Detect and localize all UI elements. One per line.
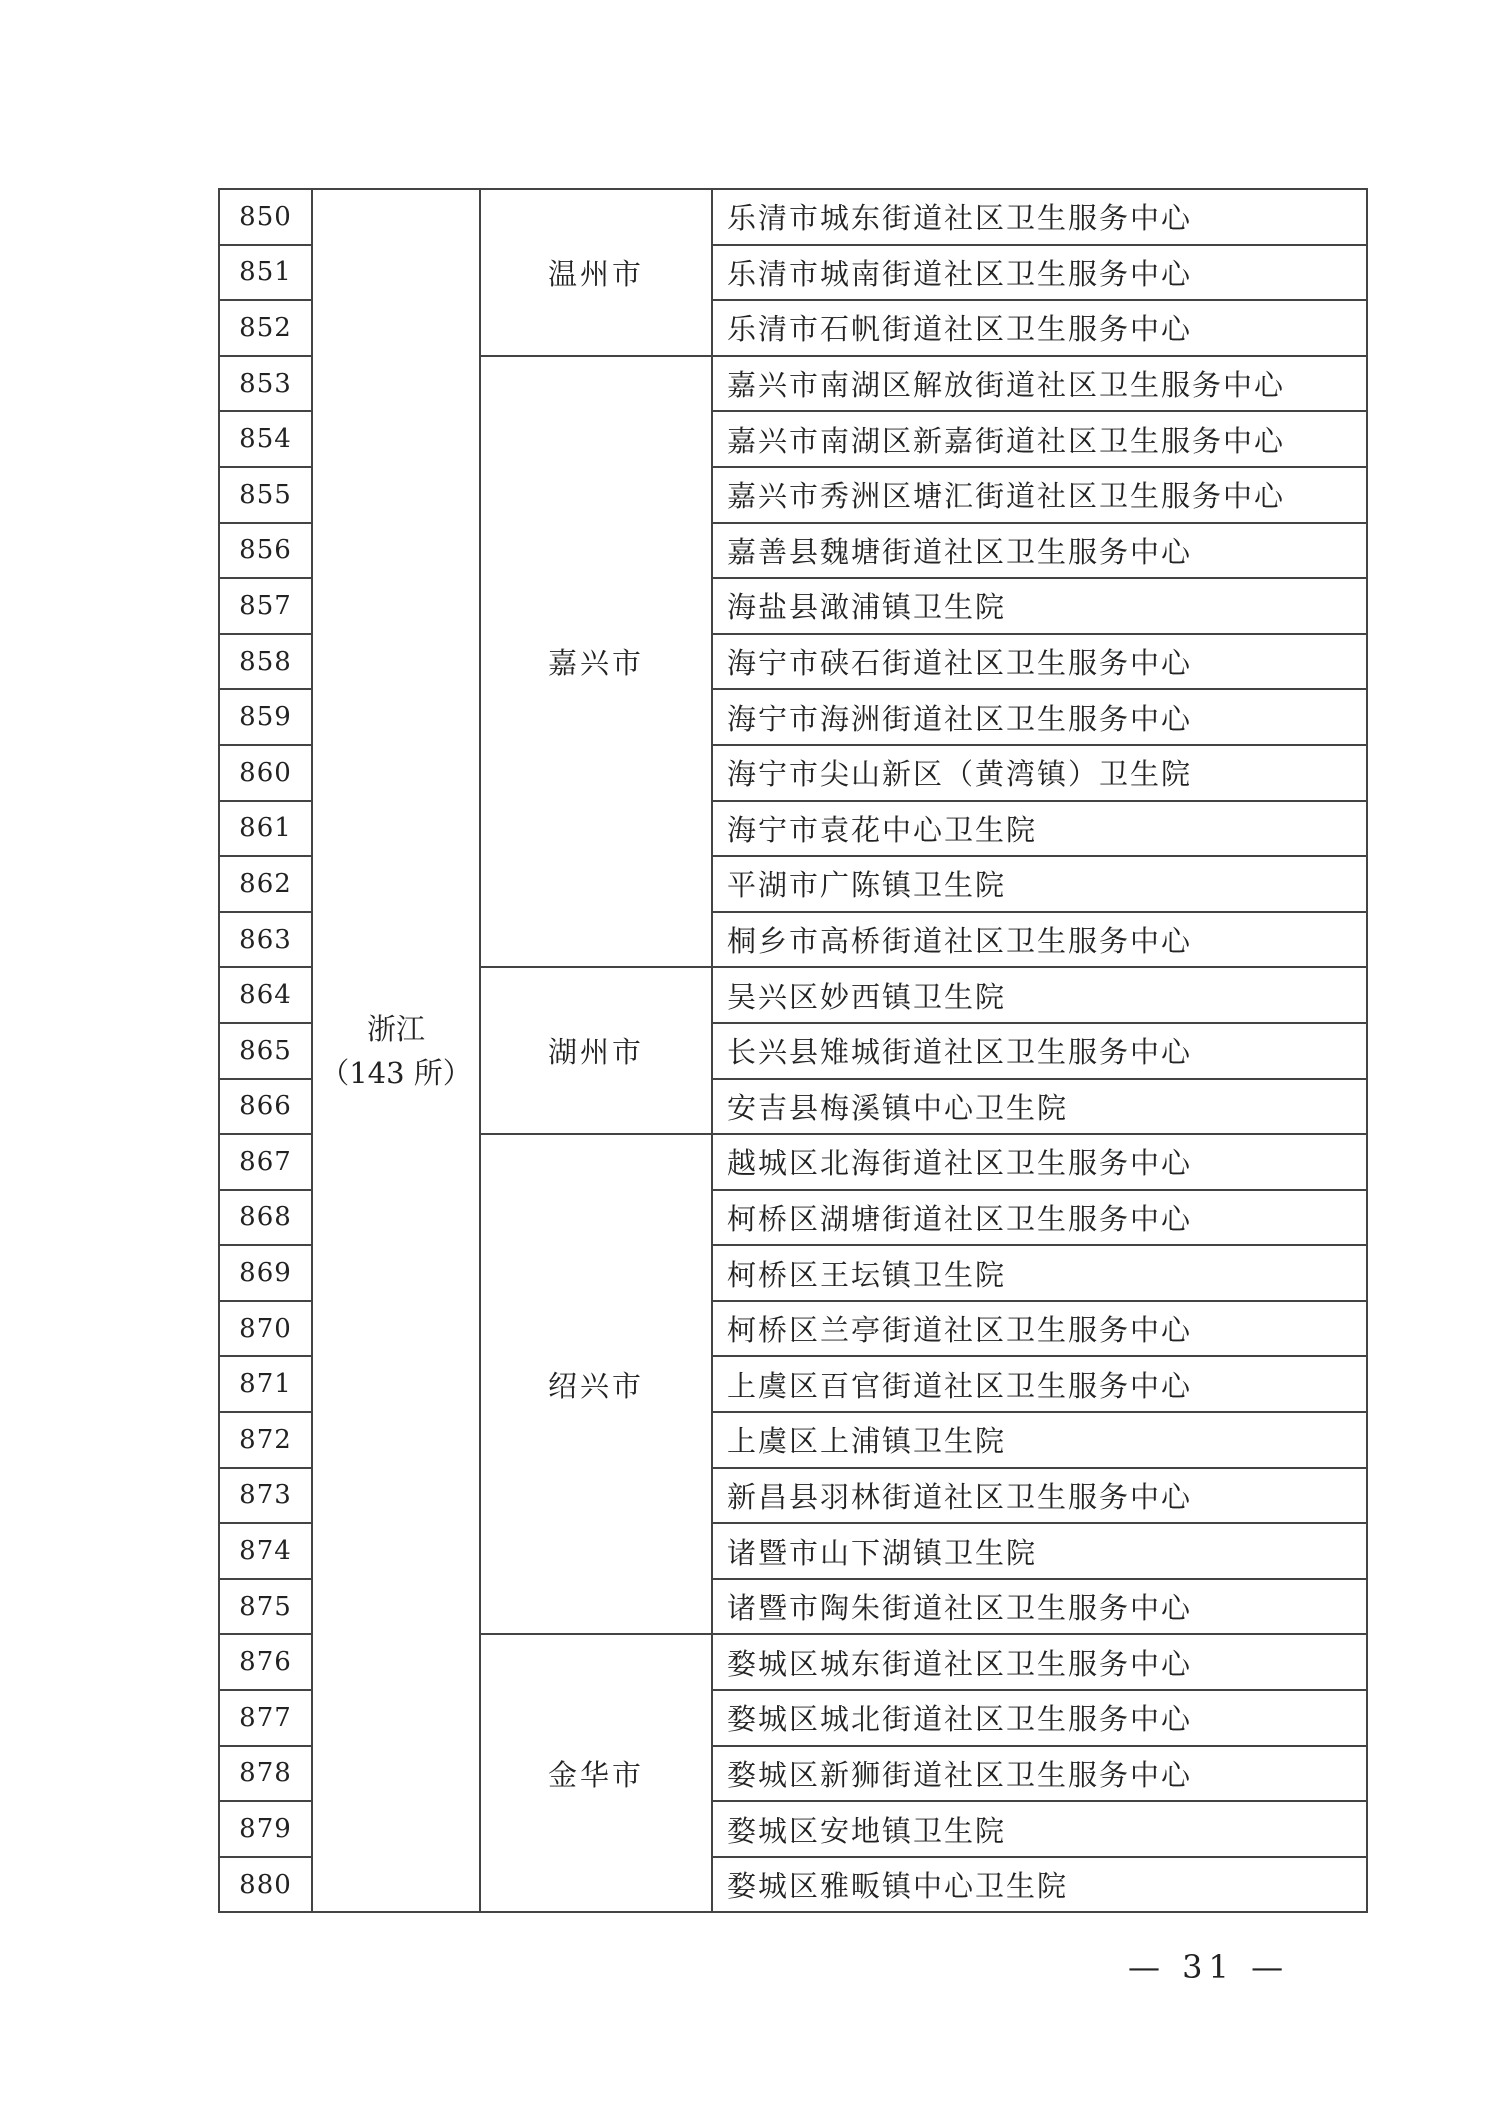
institution-name: 乐清市城南街道社区卫生服务中心	[712, 245, 1367, 301]
city-cell: 嘉兴市	[480, 356, 712, 968]
row-number: 869	[219, 1245, 312, 1301]
institution-name: 柯桥区湖塘街道社区卫生服务中心	[712, 1190, 1367, 1246]
province-cell	[312, 189, 480, 1912]
institution-name: 平湖市广陈镇卫生院	[712, 856, 1367, 912]
city-cell: 湖州市	[480, 967, 712, 1134]
institution-table	[218, 188, 1368, 1913]
row-number: 880	[219, 1857, 312, 1913]
city-cell: 温州市	[480, 189, 712, 356]
city-cell: 绍兴市	[480, 1134, 712, 1634]
row-number: 851	[219, 245, 312, 301]
row-number: 871	[219, 1356, 312, 1412]
row-number: 857	[219, 578, 312, 634]
table-body	[219, 189, 1367, 1912]
row-number: 872	[219, 1412, 312, 1468]
institution-name: 婺城区城东街道社区卫生服务中心	[712, 1634, 1367, 1690]
institution-name: 乐清市石帆街道社区卫生服务中心	[712, 300, 1367, 356]
row-number: 853	[219, 356, 312, 412]
province-name: 浙江	[366, 1011, 425, 1046]
institution-name: 上虞区上浦镇卫生院	[712, 1412, 1367, 1468]
row-number: 856	[219, 523, 312, 579]
institution-name: 安吉县梅溪镇中心卫生院	[712, 1079, 1367, 1135]
row-number: 867	[219, 1134, 312, 1190]
row-number: 878	[219, 1746, 312, 1802]
institution-name: 婺城区雅畈镇中心卫生院	[712, 1857, 1367, 1913]
institution-name: 婺城区安地镇卫生院	[712, 1801, 1367, 1857]
row-number: 852	[219, 300, 312, 356]
row-number: 879	[219, 1801, 312, 1857]
row-number: 873	[219, 1468, 312, 1524]
row-number: 868	[219, 1190, 312, 1246]
row-number: 875	[219, 1579, 312, 1635]
institution-name: 乐清市城东街道社区卫生服务中心	[712, 189, 1367, 245]
row-number: 860	[219, 745, 312, 801]
row-number: 859	[219, 689, 312, 745]
table-row	[219, 189, 1367, 245]
institution-name: 上虞区百官街道社区卫生服务中心	[712, 1356, 1367, 1412]
row-number: 864	[219, 967, 312, 1023]
institution-name: 嘉善县魏塘街道社区卫生服务中心	[712, 523, 1367, 579]
row-number: 855	[219, 467, 312, 523]
row-number: 862	[219, 856, 312, 912]
institution-name: 海宁市尖山新区（黄湾镇）卫生院	[712, 745, 1367, 801]
province-count: （143 所）	[320, 1055, 472, 1090]
institution-name: 嘉兴市南湖区解放街道社区卫生服务中心	[712, 356, 1367, 412]
institution-name: 海宁市硖石街道社区卫生服务中心	[712, 634, 1367, 690]
institution-name: 越城区北海街道社区卫生服务中心	[712, 1134, 1367, 1190]
institution-name: 长兴县雉城街道社区卫生服务中心	[712, 1023, 1367, 1079]
row-number: 877	[219, 1690, 312, 1746]
city-cell: 金华市	[480, 1634, 712, 1912]
institution-name: 婺城区城北街道社区卫生服务中心	[712, 1690, 1367, 1746]
institution-name: 柯桥区兰亭街道社区卫生服务中心	[712, 1301, 1367, 1357]
row-number: 863	[219, 912, 312, 968]
row-number: 866	[219, 1079, 312, 1135]
institution-name: 吴兴区妙西镇卫生院	[712, 967, 1367, 1023]
page-number: — 31 —	[1128, 1948, 1290, 1986]
institution-name: 诸暨市陶朱街道社区卫生服务中心	[712, 1579, 1367, 1635]
institution-name: 婺城区新狮街道社区卫生服务中心	[712, 1746, 1367, 1802]
institution-name: 新昌县羽林街道社区卫生服务中心	[712, 1468, 1367, 1524]
institution-name: 柯桥区王坛镇卫生院	[712, 1245, 1367, 1301]
row-number: 858	[219, 634, 312, 690]
row-number: 854	[219, 411, 312, 467]
institution-name: 海盐县澉浦镇卫生院	[712, 578, 1367, 634]
institution-name: 海宁市袁花中心卫生院	[712, 801, 1367, 857]
institution-name: 诸暨市山下湖镇卫生院	[712, 1523, 1367, 1579]
row-number: 870	[219, 1301, 312, 1357]
row-number: 865	[219, 1023, 312, 1079]
row-number: 874	[219, 1523, 312, 1579]
institution-name: 嘉兴市南湖区新嘉街道社区卫生服务中心	[712, 411, 1367, 467]
institution-name: 嘉兴市秀洲区塘汇街道社区卫生服务中心	[712, 467, 1367, 523]
row-number: 876	[219, 1634, 312, 1690]
institution-name: 桐乡市高桥街道社区卫生服务中心	[712, 912, 1367, 968]
row-number: 850	[219, 189, 312, 245]
row-number: 861	[219, 801, 312, 857]
institution-name: 海宁市海洲街道社区卫生服务中心	[712, 689, 1367, 745]
